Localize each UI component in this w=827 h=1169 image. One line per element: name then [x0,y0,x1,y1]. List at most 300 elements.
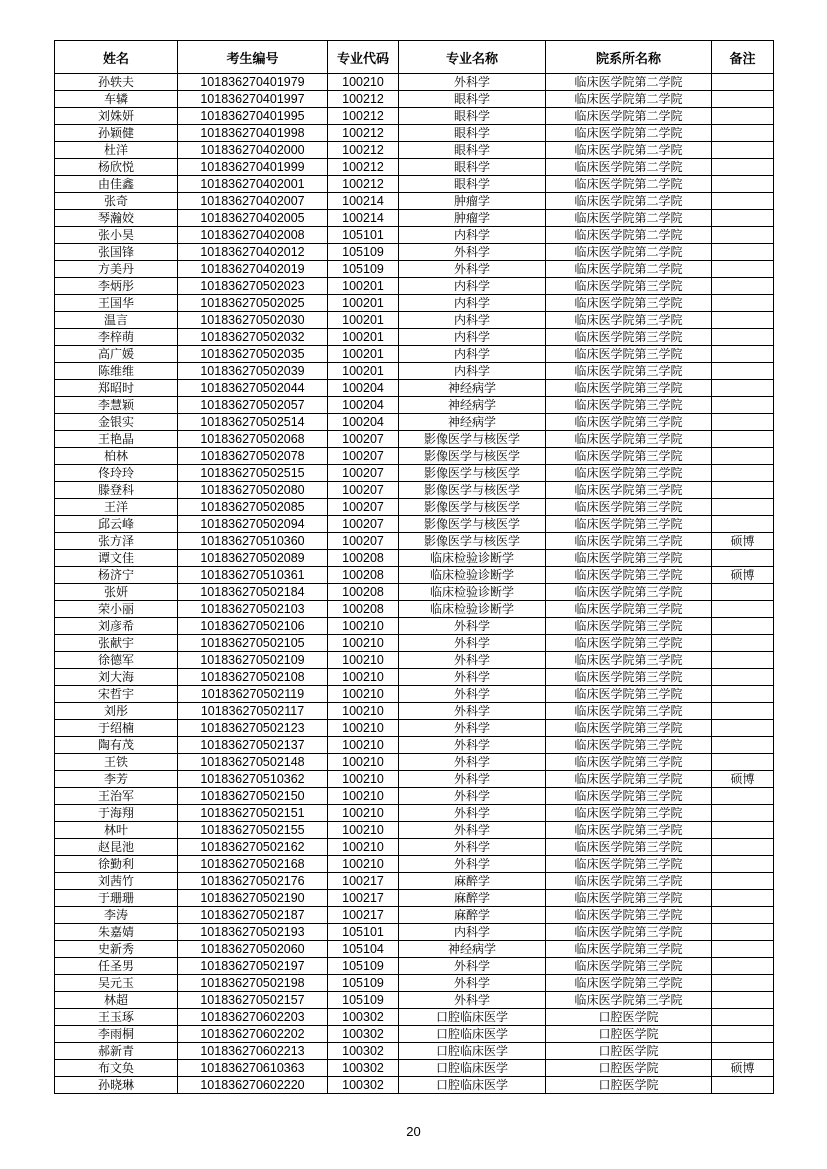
cell-remark [712,227,774,244]
cell-name: 徐德军 [55,652,178,669]
cell-name: 林叶 [55,822,178,839]
table-row [55,601,774,618]
cell-department: 临床医学院第三学院 [546,805,712,822]
header-major-code: 专业代码 [328,41,399,74]
cell-candidate-id: 101836270401995 [178,108,328,125]
cell-name: 荣小丽 [55,601,178,618]
cell-department: 临床医学院第二学院 [546,227,712,244]
cell-remark: 硕博 [712,567,774,584]
cell-major-code: 100302 [328,1009,399,1026]
table-row [55,822,774,839]
cell-department: 临床医学院第三学院 [546,686,712,703]
cell-department: 临床医学院第三学院 [546,278,712,295]
cell-name: 任圣男 [55,958,178,975]
table-row [55,431,774,448]
cell-major-code: 100210 [328,74,399,91]
cell-major-code: 100212 [328,159,399,176]
cell-major-code: 100210 [328,839,399,856]
cell-name: 王国华 [55,295,178,312]
cell-major-code: 100212 [328,91,399,108]
table-row [55,380,774,397]
table-row [55,1077,774,1094]
cell-major-name: 神经病学 [399,941,546,958]
cell-department: 临床医学院第三学院 [546,788,712,805]
cell-candidate-id: 101836270502060 [178,941,328,958]
cell-major-code: 100208 [328,584,399,601]
cell-candidate-id: 101836270502168 [178,856,328,873]
cell-department: 临床医学院第三学院 [546,516,712,533]
cell-remark [712,924,774,941]
cell-department: 临床医学院第二学院 [546,91,712,108]
cell-candidate-id: 101836270502109 [178,652,328,669]
cell-major-code: 100204 [328,397,399,414]
cell-major-code: 100204 [328,380,399,397]
cell-candidate-id: 101836270502035 [178,346,328,363]
cell-major-code: 100214 [328,210,399,227]
cell-major-code: 100207 [328,516,399,533]
table-row [55,924,774,941]
cell-major-name: 肿瘤学 [399,193,546,210]
cell-department: 口腔医学院 [546,1009,712,1026]
cell-remark [712,1026,774,1043]
cell-major-code: 100204 [328,414,399,431]
cell-remark: 硕博 [712,1060,774,1077]
cell-major-code: 100207 [328,465,399,482]
cell-major-name: 口腔临床医学 [399,1009,546,1026]
cell-major-code: 100210 [328,652,399,669]
cell-name: 王艳晶 [55,431,178,448]
cell-major-code: 100201 [328,278,399,295]
table-row [55,873,774,890]
cell-major-code: 100302 [328,1026,399,1043]
cell-name: 于珊珊 [55,890,178,907]
cell-remark [712,720,774,737]
cell-major-name: 眼科学 [399,91,546,108]
cell-major-name: 麻醉学 [399,873,546,890]
table-row [55,533,774,550]
cell-major-name: 外科学 [399,992,546,1009]
table-row [55,74,774,91]
cell-candidate-id: 101836270602220 [178,1077,328,1094]
header-name: 姓名 [55,41,178,74]
cell-name: 邱云峰 [55,516,178,533]
cell-remark [712,788,774,805]
cell-remark [712,482,774,499]
table-row [55,346,774,363]
cell-remark [712,176,774,193]
cell-major-name: 临床检验诊断学 [399,550,546,567]
cell-name: 刘姝妍 [55,108,178,125]
cell-major-name: 麻醉学 [399,890,546,907]
cell-department: 口腔医学院 [546,1026,712,1043]
cell-major-code: 100302 [328,1043,399,1060]
table-row [55,907,774,924]
cell-name: 布文奂 [55,1060,178,1077]
cell-major-name: 肿瘤学 [399,210,546,227]
cell-candidate-id: 101836270401979 [178,74,328,91]
cell-major-code: 105109 [328,244,399,261]
table-row [55,312,774,329]
cell-major-code: 100201 [328,346,399,363]
cell-remark [712,448,774,465]
cell-remark [712,278,774,295]
table-row [55,278,774,295]
cell-candidate-id: 101836270502155 [178,822,328,839]
cell-name: 史新秀 [55,941,178,958]
cell-name: 李芳 [55,771,178,788]
cell-remark [712,312,774,329]
cell-name: 杜洋 [55,142,178,159]
cell-major-code: 100302 [328,1077,399,1094]
cell-major-name: 影像医学与核医学 [399,516,546,533]
cell-candidate-id: 101836270402019 [178,261,328,278]
cell-department: 临床医学院第二学院 [546,159,712,176]
cell-major-name: 神经病学 [399,397,546,414]
cell-name: 杨欣悦 [55,159,178,176]
cell-candidate-id: 101836270502187 [178,907,328,924]
cell-major-name: 外科学 [399,958,546,975]
cell-major-code: 100210 [328,703,399,720]
table-row [55,890,774,907]
cell-name: 刘彤 [55,703,178,720]
cell-name: 方美丹 [55,261,178,278]
cell-department: 临床医学院第三学院 [546,941,712,958]
cell-remark [712,414,774,431]
cell-major-name: 外科学 [399,261,546,278]
cell-major-name: 外科学 [399,737,546,754]
cell-remark [712,754,774,771]
cell-name: 李涛 [55,907,178,924]
cell-department: 临床医学院第二学院 [546,108,712,125]
cell-major-code: 100217 [328,873,399,890]
cell-candidate-id: 101836270502117 [178,703,328,720]
cell-major-code: 100210 [328,720,399,737]
cell-department: 临床医学院第三学院 [546,414,712,431]
cell-department: 临床医学院第二学院 [546,261,712,278]
cell-major-code: 100207 [328,482,399,499]
cell-major-code: 105109 [328,958,399,975]
cell-major-name: 外科学 [399,805,546,822]
cell-major-code: 105109 [328,261,399,278]
table-row [55,618,774,635]
cell-remark [712,125,774,142]
cell-major-name: 外科学 [399,788,546,805]
cell-candidate-id: 101836270602203 [178,1009,328,1026]
cell-remark [712,193,774,210]
table-row [55,363,774,380]
cell-name: 张小昊 [55,227,178,244]
cell-major-code: 105101 [328,924,399,941]
table-row [55,737,774,754]
cell-department: 口腔医学院 [546,1077,712,1094]
cell-major-name: 外科学 [399,618,546,635]
cell-candidate-id: 101836270502515 [178,465,328,482]
cell-candidate-id: 101836270402001 [178,176,328,193]
cell-major-name: 影像医学与核医学 [399,482,546,499]
table-row [55,567,774,584]
cell-major-code: 100217 [328,890,399,907]
cell-name: 郝新青 [55,1043,178,1060]
cell-name: 于绍楠 [55,720,178,737]
cell-major-code: 100212 [328,108,399,125]
cell-remark: 硕博 [712,533,774,550]
table-row [55,1009,774,1026]
cell-name: 孙轶夫 [55,74,178,91]
cell-candidate-id: 101836270502514 [178,414,328,431]
cell-department: 临床医学院第三学院 [546,618,712,635]
table-row [55,210,774,227]
cell-major-name: 内科学 [399,329,546,346]
cell-candidate-id: 101836270402007 [178,193,328,210]
table-row [55,227,774,244]
cell-name: 由佳鑫 [55,176,178,193]
cell-remark [712,703,774,720]
cell-candidate-id: 101836270502108 [178,669,328,686]
cell-candidate-id: 101836270502106 [178,618,328,635]
cell-department: 临床医学院第三学院 [546,448,712,465]
cell-major-code: 105109 [328,992,399,1009]
cell-department: 临床医学院第二学院 [546,193,712,210]
cell-department: 临床医学院第三学院 [546,431,712,448]
table-row [55,1043,774,1060]
cell-candidate-id: 101836270502085 [178,499,328,516]
cell-department: 临床医学院第三学院 [546,499,712,516]
cell-department: 临床医学院第三学院 [546,363,712,380]
cell-major-code: 100210 [328,822,399,839]
cell-department: 临床医学院第三学院 [546,839,712,856]
table-row [55,703,774,720]
cell-name: 温言 [55,312,178,329]
cell-major-name: 临床检验诊断学 [399,584,546,601]
cell-candidate-id: 101836270402008 [178,227,328,244]
cell-candidate-id: 101836270502023 [178,278,328,295]
cell-major-code: 100207 [328,431,399,448]
cell-major-name: 影像医学与核医学 [399,431,546,448]
table-row [55,686,774,703]
table-row [55,771,774,788]
cell-major-name: 内科学 [399,346,546,363]
table-row [55,329,774,346]
cell-candidate-id: 101836270502148 [178,754,328,771]
table-row [55,669,774,686]
cell-major-code: 100210 [328,856,399,873]
cell-department: 临床医学院第三学院 [546,465,712,482]
cell-department: 口腔医学院 [546,1043,712,1060]
cell-name: 于海翔 [55,805,178,822]
cell-department: 临床医学院第三学院 [546,482,712,499]
cell-name: 李雨桐 [55,1026,178,1043]
cell-major-name: 神经病学 [399,414,546,431]
cell-major-name: 外科学 [399,839,546,856]
table-row [55,193,774,210]
cell-major-code: 100212 [328,142,399,159]
table-row [55,856,774,873]
cell-department: 临床医学院第三学院 [546,652,712,669]
header-department: 院系所名称 [546,41,712,74]
cell-name: 王治军 [55,788,178,805]
cell-candidate-id: 101836270401997 [178,91,328,108]
cell-department: 临床医学院第三学院 [546,567,712,584]
cell-major-name: 眼科学 [399,142,546,159]
table-row [55,108,774,125]
cell-major-name: 外科学 [399,74,546,91]
cell-candidate-id: 101836270401999 [178,159,328,176]
cell-name: 张奇 [55,193,178,210]
table-row [55,91,774,108]
cell-candidate-id: 101836270402012 [178,244,328,261]
cell-department: 临床医学院第三学院 [546,550,712,567]
cell-major-name: 内科学 [399,227,546,244]
cell-remark [712,992,774,1009]
cell-remark [712,975,774,992]
table-row [55,550,774,567]
cell-remark [712,363,774,380]
cell-major-name: 外科学 [399,635,546,652]
cell-remark [712,601,774,618]
cell-department: 临床医学院第三学院 [546,856,712,873]
cell-candidate-id: 101836270502105 [178,635,328,652]
cell-department: 临床医学院第三学院 [546,669,712,686]
cell-major-code: 100210 [328,788,399,805]
table-row [55,142,774,159]
cell-major-code: 100210 [328,669,399,686]
cell-major-name: 影像医学与核医学 [399,499,546,516]
cell-department: 临床医学院第三学院 [546,295,712,312]
table-row [55,482,774,499]
cell-candidate-id: 101836270502137 [178,737,328,754]
cell-department: 临床医学院第三学院 [546,533,712,550]
cell-candidate-id: 101836270510360 [178,533,328,550]
cell-major-code: 100201 [328,295,399,312]
table-row [55,958,774,975]
cell-major-code: 105101 [328,227,399,244]
cell-remark [712,74,774,91]
table-row [55,652,774,669]
cell-department: 临床医学院第三学院 [546,822,712,839]
cell-major-name: 外科学 [399,669,546,686]
cell-candidate-id: 101836270502198 [178,975,328,992]
cell-major-name: 内科学 [399,278,546,295]
header-major-name: 专业名称 [399,41,546,74]
cell-name: 谭文佳 [55,550,178,567]
cell-remark [712,244,774,261]
cell-name: 滕登科 [55,482,178,499]
cell-department: 临床医学院第三学院 [546,584,712,601]
cell-department: 临床医学院第二学院 [546,74,712,91]
table-row [55,975,774,992]
cell-remark [712,907,774,924]
cell-major-name: 外科学 [399,686,546,703]
cell-major-name: 外科学 [399,771,546,788]
table-row [55,992,774,1009]
cell-name: 李炳彤 [55,278,178,295]
cell-remark [712,737,774,754]
cell-remark [712,1077,774,1094]
cell-candidate-id: 101836270402000 [178,142,328,159]
cell-major-code: 100208 [328,550,399,567]
cell-department: 临床医学院第三学院 [546,380,712,397]
table-row [55,295,774,312]
cell-major-code: 100212 [328,125,399,142]
cell-department: 临床医学院第三学院 [546,635,712,652]
cell-remark [712,652,774,669]
cell-major-code: 105104 [328,941,399,958]
cell-remark [712,1043,774,1060]
cell-remark [712,397,774,414]
cell-department: 临床医学院第三学院 [546,771,712,788]
table-row [55,176,774,193]
cell-name: 林超 [55,992,178,1009]
cell-name: 吴元玉 [55,975,178,992]
cell-major-name: 影像医学与核医学 [399,533,546,550]
cell-remark [712,669,774,686]
table-row [55,465,774,482]
cell-candidate-id: 101836270502089 [178,550,328,567]
cell-department: 临床医学院第三学院 [546,958,712,975]
cell-major-code: 100207 [328,533,399,550]
cell-remark [712,465,774,482]
cell-major-code: 100210 [328,737,399,754]
cell-name: 张国锋 [55,244,178,261]
cell-major-name: 影像医学与核医学 [399,465,546,482]
cell-major-name: 内科学 [399,312,546,329]
cell-name: 刘大海 [55,669,178,686]
cell-department: 临床医学院第三学院 [546,703,712,720]
table-row [55,1026,774,1043]
table-row [55,261,774,278]
cell-candidate-id: 101836270502197 [178,958,328,975]
cell-candidate-id: 101836270502190 [178,890,328,907]
cell-remark [712,210,774,227]
cell-remark [712,142,774,159]
cell-candidate-id: 101836270602213 [178,1043,328,1060]
cell-remark [712,686,774,703]
cell-name: 郑昭时 [55,380,178,397]
cell-remark [712,159,774,176]
cell-name: 金银实 [55,414,178,431]
cell-candidate-id: 101836270402005 [178,210,328,227]
cell-candidate-id: 101836270502123 [178,720,328,737]
table-row [55,635,774,652]
cell-major-code: 100201 [328,329,399,346]
cell-candidate-id: 101836270502057 [178,397,328,414]
cell-candidate-id: 101836270502094 [178,516,328,533]
cell-name: 王洋 [55,499,178,516]
cell-major-code: 105109 [328,975,399,992]
cell-department: 临床医学院第三学院 [546,737,712,754]
cell-major-name: 影像医学与核医学 [399,448,546,465]
cell-major-code: 100210 [328,754,399,771]
table-row [55,584,774,601]
cell-name: 杨济宁 [55,567,178,584]
cell-candidate-id: 101836270502032 [178,329,328,346]
page-number: 20 [406,1124,421,1139]
cell-remark [712,550,774,567]
cell-major-code: 100214 [328,193,399,210]
cell-name: 徐勤利 [55,856,178,873]
cell-remark [712,584,774,601]
table-row [55,754,774,771]
cell-major-name: 外科学 [399,244,546,261]
cell-major-code: 100208 [328,601,399,618]
cell-name: 刘茜竹 [55,873,178,890]
cell-name: 王铁 [55,754,178,771]
cell-candidate-id: 101836270502157 [178,992,328,1009]
cell-department: 临床医学院第三学院 [546,601,712,618]
cell-major-name: 眼科学 [399,108,546,125]
cell-major-code: 100207 [328,448,399,465]
cell-major-name: 眼科学 [399,176,546,193]
